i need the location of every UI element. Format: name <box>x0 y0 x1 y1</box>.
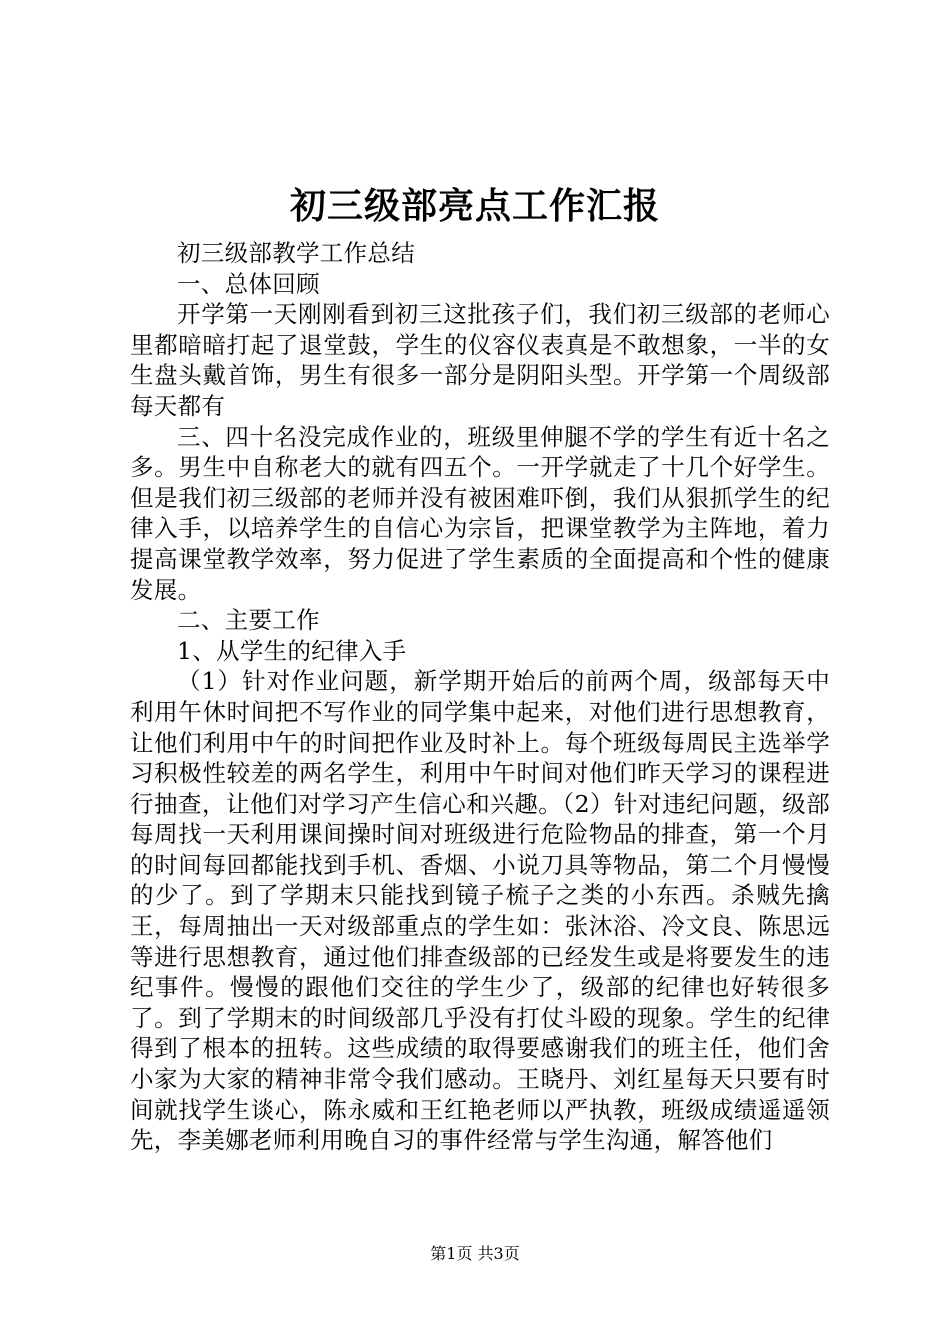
document-body <box>130 238 830 1156</box>
paragraph-subtitle: 初三级部教学工作总结 <box>177 239 415 267</box>
paragraph-section-heading: 二、主要工作 <box>177 606 320 635</box>
paragraph-section-heading: 一、总体回顾 <box>177 269 320 298</box>
paragraph-subheading: 1、从学生的纪律入手 <box>177 636 407 665</box>
paragraph: 开学第一天刚刚看到初三这批孩子们，我们初三级部的老师心里都暗暗打起了退堂鼓，学生的仪容仪表真是不敢想象，一半的女生盘头戴首饰，男生有很多一部分是阴阳头型。开学第一个周级部每天都有 <box>130 300 830 420</box>
document-title: 初三级部亮点工作汇报 <box>289 185 660 227</box>
paragraph: 三、四十名没完成作业的，班级里伸腿不学的学生有近十名之多。男生中自称老大的就有四五个。一开学就走了十几个好学生。但是我们初三级部的老师并没有被困难吓倒，我们从狠抓学生的纪律入手，以培养学生的自信心为宗旨，把课堂教学为主阵地，着力提高课堂教学效率，努力促进了学生素质的全面提高和个性的健康发展。 <box>130 422 830 604</box>
paragraph: （1）针对作业问题，新学期开始后的前两个周，级部每天中利用午休时间把不写作业的同学集中起来，对他们进行思想教育，让他们利用中午的时间把作业及时补上。每个班级每周民主选举学习积极性较差的两名学生，利用中午时间对他们昨天学习的课程进行抽查，让他们对学习产生信心和兴趣。（2）针对违纪问题，级部每周找一天利用课间操时间对班级进行危险物品的排查，第一个月的时间每回都能找到手机、香烟、小说刀具等物品，第二个月慢慢的少了。到了学期末只能找到镜子梳子之类的小东西。杀贼先擒王，每周抽出一天对级部重点的学生如：张沐浴、冷文良、陈思远等进行思想教育，通过他们排查级部的已经发生或是将要发生的违纪事件。慢慢的跟他们交往的学生少了，级部的纪律也好转很多了。到了学期末的时间级部几乎没有打仗斗殴的现象。学生的纪律得到了根本的扭转。这些成绩的取得要感谢我们的班主任，他们舍小家为大家的精神非常令我们感动。王晓丹、刘红星每天只要有时间就找学生谈心，陈永威和王红艳老师以严执教，班级成绩遥遥领先，李美娜老师利用晚自习的事件经常与学生沟通，解答他们 <box>130 667 830 1155</box>
page-footer: 第1页 共3页 <box>430 1244 520 1263</box>
